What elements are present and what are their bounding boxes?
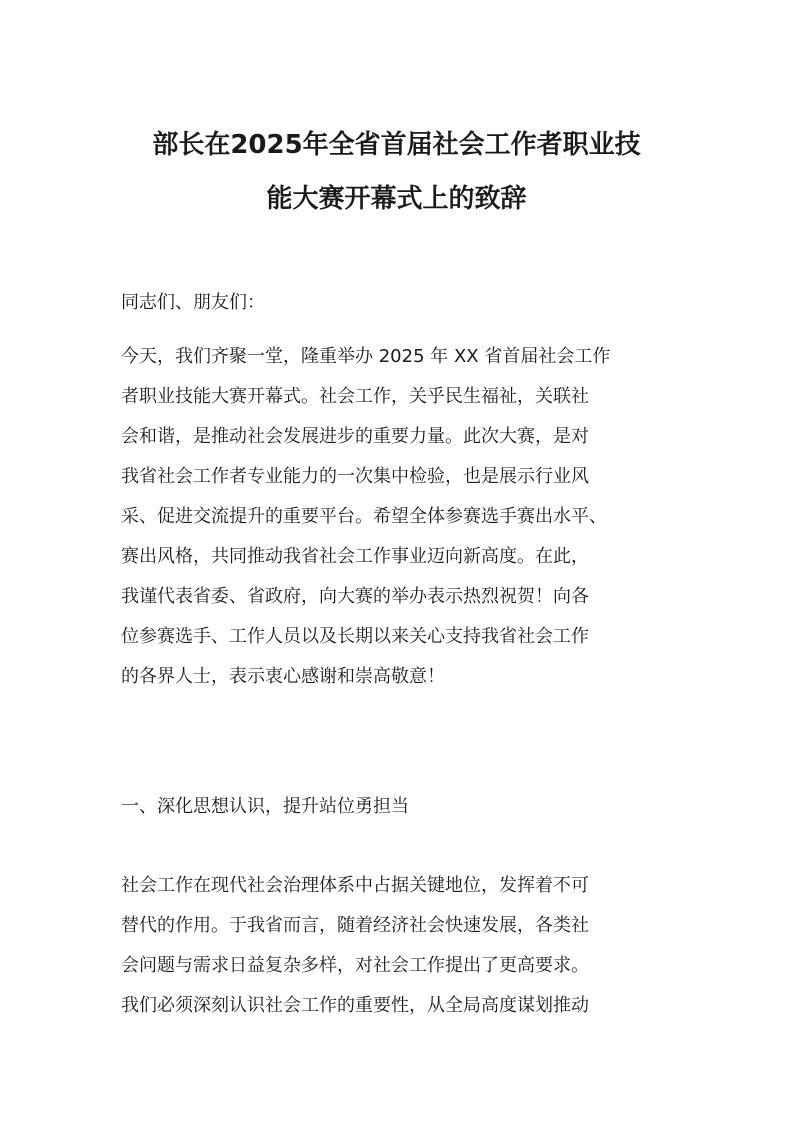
- section-heading: [121, 787, 673, 827]
- title-line-2: 能大赛开幕式上的致辞: [266, 184, 527, 214]
- paragraph-line: 采、促进交流提升的重要平台。希望全体参赛选手赛出水平、: [121, 506, 607, 527]
- paragraph-line: 替代的作用。于我省而言，随着经济社会快速发展，各类社: [121, 915, 589, 936]
- paragraph-line: 社会工作在现代社会治理体系中占据关键地位，发挥着不可: [121, 875, 589, 896]
- paragraph-line: 会和谐，是推动社会发展进步的重要力量。此次大赛，是对: [121, 426, 589, 447]
- paragraph-line: 会问题与需求日益复杂多样，对社会工作提出了更高要求。: [121, 955, 589, 976]
- paragraph-line: 今天，我们齐聚一堂，隆重举办 2025 年 XX 省首届社会工作: [121, 346, 611, 367]
- title-line-1: 部长在2025年全省首届社会工作者职业技: [152, 130, 641, 160]
- intro-paragraph: [121, 337, 673, 697]
- section-paragraph: [121, 866, 673, 1026]
- paragraph-line: 我省社会工作者专业能力的一次集中检验，也是展示行业风: [121, 466, 589, 487]
- paragraph-line: 赛出风格，共同推动我省社会工作事业迈向新高度。在此，: [121, 546, 589, 567]
- document-title: [100, 118, 693, 226]
- greeting: [121, 283, 673, 323]
- paragraph-line: 我们必须深刻认识社会工作的重要性，从全局高度谋划推动: [121, 995, 589, 1016]
- paragraph-line: 的各界人士，表示衷心感谢和崇高敬意！: [121, 666, 445, 687]
- paragraph-line: 者职业技能大赛开幕式。社会工作，关乎民生福祉，关联社: [121, 386, 589, 407]
- paragraph-line: 我谨代表省委、省政府，向大赛的举办表示热烈祝贺！向各: [121, 586, 589, 607]
- greeting-line: 同志们、朋友们：: [121, 292, 265, 313]
- paragraph-line: 位参赛选手、工作人员以及长期以来关心支持我省社会工作: [121, 626, 589, 647]
- section-heading-line: 一、深化思想认识，提升站位勇担当: [121, 796, 409, 817]
